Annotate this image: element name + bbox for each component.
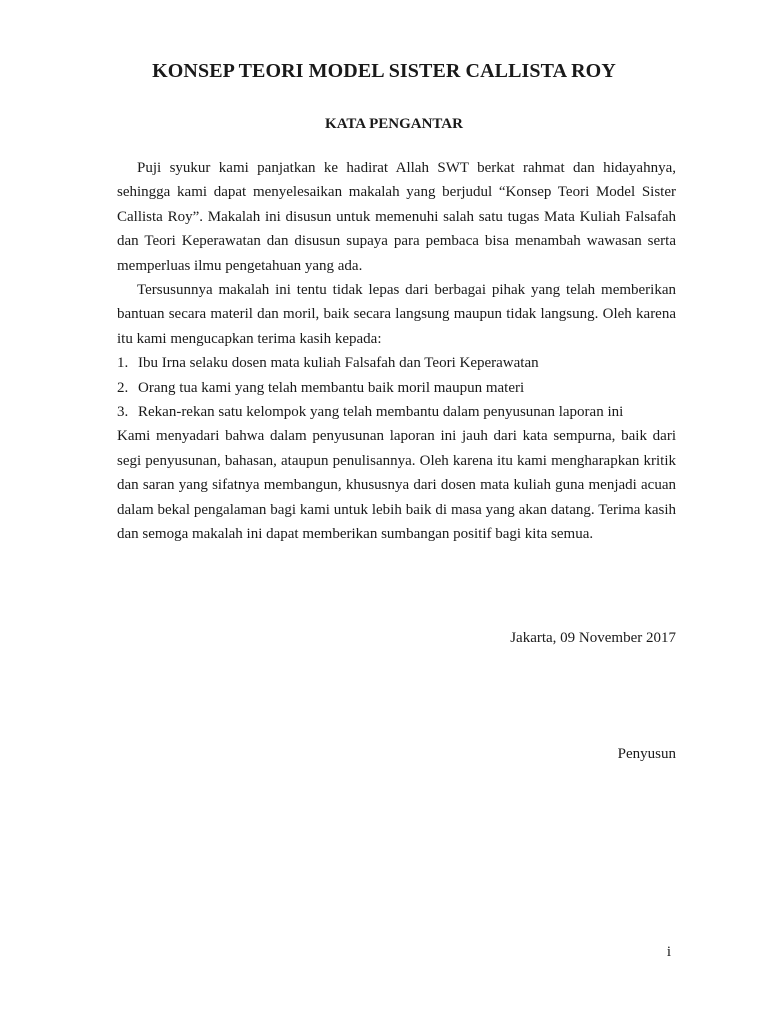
list-item [117, 351, 676, 375]
document-body [117, 156, 676, 547]
page-number: i [666, 944, 671, 960]
list-item-number: 2. [117, 379, 129, 396]
list-item-number: 1. [117, 355, 129, 372]
paragraph-intro: Puji syukur kami panjatkan ke hadirat Allah SWT berkat rahmat dan hidayahnya, sehingga kami dapat menyelesaikan makalah yang berjudul “Konsep Teori Model Sister Callista Roy”. Makalah ini disusun untuk memenuhi salah satu tugas Mata Kuliah Falsafah dan Teori Keperawatan dan disusun supaya para pembaca bisa menambah wawasan serta memperluas ilmu pengetahuan yang ada. [117, 160, 676, 274]
list-item-text: Ibu Irna selaku dosen mata kuliah Falsafah dan Teori Keperawatan [138, 355, 539, 372]
document-title: KONSEP TEORI MODEL SISTER CALLISTA ROY [152, 60, 616, 82]
list-item-text: Rekan-rekan satu kelompok yang telah membantu dalam penyusunan laporan ini [138, 404, 624, 421]
list-item [117, 376, 676, 400]
section-heading: KATA PENGANTAR [325, 116, 463, 132]
place-date: Jakarta, 09 November 2017 [510, 630, 676, 646]
author-signature: Penyusun [617, 746, 676, 762]
list-item [117, 400, 676, 424]
paragraph-closing: Kami menyadari bahwa dalam penyusunan laporan ini jauh dari kata sempurna, baik dari segi penyusunan, bahasan, ataupun penulisannya. Oleh karena itu kami mengharapkan kritik dan saran yang sifatnya membangun, khususnya dari dosen mata kuliah guna menjadi acuan dalam bekal pengalaman bagi kami untuk lebih baik di masa yang akan datang. Terima kasih dan semoga makalah ini dapat memberikan sumbangan positif bagi kita semua. [117, 428, 676, 543]
paragraph-thanks: Tersusunnya makalah ini tentu tidak lepas dari berbagai pihak yang telah memberikan bantuan secara materil dan moril, baik secara langsung maupun tidak langsung. Oleh karena itu kami mengucapkan terima kasih kepada: [117, 282, 676, 347]
list-item-text: Orang tua kami yang telah membantu baik moril maupun materi [138, 379, 525, 396]
acknowledgement-list [117, 351, 676, 424]
list-item-number: 3. [117, 404, 129, 421]
